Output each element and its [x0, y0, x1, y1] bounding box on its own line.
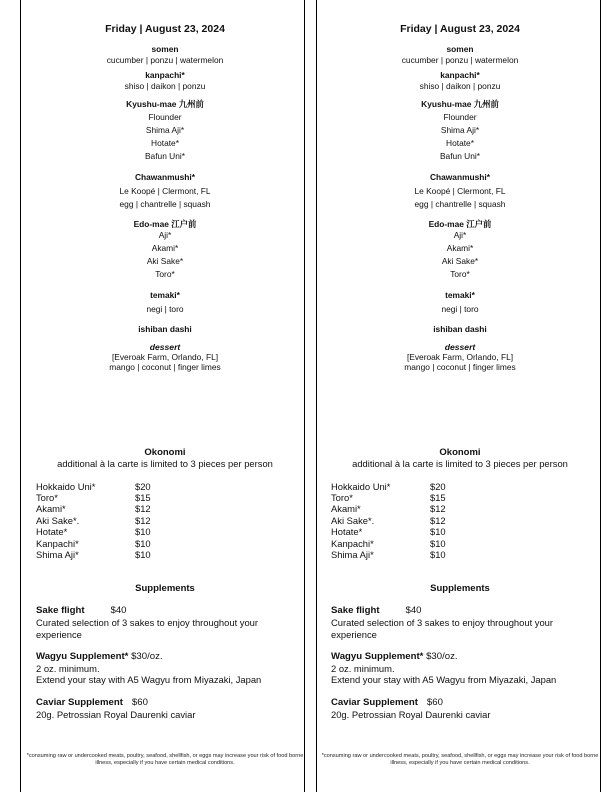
course-title: Chawanmushi*: [134, 172, 196, 182]
supplement-price: $40: [110, 605, 127, 616]
health-footnote: *consuming raw or undercooked meats, poultry, seafood, shellfish, or eggs may increase your risk of food borne illness, especially if you have certain medical conditions.: [26, 753, 304, 766]
supplements-title: Supplements: [135, 583, 195, 594]
course-detail: Le Koopé | Clermont, FL: [414, 186, 506, 196]
okonomi-item-name: Toro*: [36, 492, 58, 503]
supplement-heading: [331, 697, 443, 708]
course-title: dessert: [149, 342, 181, 352]
supplement-heading: [36, 651, 163, 662]
supplement-heading: [331, 651, 458, 662]
okonomi-item-price: $15: [135, 492, 151, 503]
okonomi-item-name: Hokkaido Uni*: [331, 481, 391, 492]
supplement-name: Caviar Supplement: [36, 697, 123, 708]
course-title: ishiban dashi: [433, 324, 487, 334]
okonomi-item-price: $20: [135, 481, 151, 492]
supplement-price: $30/oz.: [131, 651, 163, 662]
course-detail: negi | toro: [441, 304, 479, 314]
left-border-line: [20, 0, 21, 792]
okonomi-item-name: Shima Aji*: [331, 549, 374, 560]
supplement-description: 20g. Petrossian Royal Daurenki caviar: [36, 709, 196, 720]
course-title: temaki*: [150, 290, 180, 300]
okonomi-title: Okonomi: [439, 447, 481, 458]
course-detail: Le Koopé | Clermont, FL: [119, 186, 211, 196]
course-detail: shiso | daikon | ponzu: [419, 81, 501, 91]
course-item: Akami*: [446, 243, 474, 253]
menu-panel-right: [319, 0, 601, 792]
supplement-description: Curated selection of 3 sakes to enjoy throughout your experience: [331, 617, 554, 640]
menu-date: Friday | August 23, 2024: [400, 23, 520, 35]
course-title: kanpachi*: [440, 70, 480, 80]
menu-date: Friday | August 23, 2024: [105, 23, 225, 35]
course-item: Shima Aji*: [440, 125, 480, 135]
okonomi-title: Okonomi: [144, 447, 186, 458]
supplement-description: Extend your stay with A5 Wagyu from Miyazaki, Japan: [36, 674, 262, 685]
okonomi-item-price: $12: [430, 503, 446, 514]
course-title: kanpachi*: [145, 70, 185, 80]
supplement-price: $40: [405, 605, 422, 616]
supplement-name: Wagyu Supplement*: [331, 651, 424, 662]
course-item: Aki Sake*: [146, 256, 184, 266]
course-detail: mango | coconut | finger limes: [109, 362, 221, 372]
okonomi-item-price: $10: [135, 538, 151, 549]
center-divider-line-2: [316, 0, 317, 792]
okonomi-item-price: $12: [430, 515, 446, 526]
course-title: Edo-mae 江户前: [428, 219, 492, 229]
course-detail: egg | chantrelle | squash: [414, 199, 506, 209]
course-item: Aji*: [158, 230, 172, 240]
course-item: Toro*: [450, 269, 470, 279]
supplement-name: Caviar Supplement: [331, 697, 418, 708]
supplement-name: Sake flight: [36, 605, 85, 616]
course-item: Bafun Uni*: [144, 151, 186, 161]
okonomi-item-name: Aki Sake*.: [331, 515, 375, 526]
course-detail: shiso | daikon | ponzu: [124, 81, 206, 91]
supplement-description: Curated selection of 3 sakes to enjoy throughout your experience: [36, 617, 259, 640]
course-item: Aki Sake*: [441, 256, 479, 266]
okonomi-item-price: $12: [135, 515, 151, 526]
okonomi-item-name: Hotate*: [36, 526, 68, 537]
course-detail: [Everoak Farm, Orlando, FL]: [406, 352, 514, 362]
health-footnote: *consuming raw or undercooked meats, poultry, seafood, shellfish, or eggs may increase your risk of food borne illness, especially if you have certain medical conditions.: [321, 753, 599, 766]
course-item: Akami*: [151, 243, 179, 253]
supplement-description: Extend your stay with A5 Wagyu from Miyazaki, Japan: [331, 674, 557, 685]
supplement-description: 2 oz. minimum.: [331, 663, 395, 674]
course-item: Hotate*: [446, 138, 474, 148]
course-item: Hotate*: [151, 138, 179, 148]
okonomi-item-name: Aki Sake*.: [36, 515, 80, 526]
course-item: Flounder: [148, 112, 182, 122]
okonomi-item-name: Hokkaido Uni*: [36, 481, 96, 492]
okonomi-note: additional à la carte is limited to 3 pieces per person: [352, 458, 568, 469]
supplement-price: $60: [131, 697, 148, 708]
supplement-heading: [36, 605, 127, 616]
course-title: Chawanmushi*: [429, 172, 491, 182]
okonomi-item-name: Kanpachi*: [331, 538, 374, 549]
menu-panel-left: [24, 0, 306, 792]
supplement-name: Wagyu Supplement*: [36, 651, 129, 662]
course-detail: mango | coconut | finger limes: [404, 362, 516, 372]
course-detail: cucumber | ponzu | watermelon: [106, 55, 224, 65]
course-title: somen: [446, 44, 474, 54]
supplement-price: $30/oz.: [426, 651, 458, 662]
okonomi-item-price: $10: [430, 526, 446, 537]
course-title: Kyushu-mae 九州前: [126, 99, 204, 109]
course-detail: negi | toro: [146, 304, 184, 314]
supplement-price: $60: [426, 697, 443, 708]
course-title: ishiban dashi: [138, 324, 192, 334]
course-item: Toro*: [155, 269, 175, 279]
supplement-name: Sake flight: [331, 605, 380, 616]
okonomi-item-name: Toro*: [331, 492, 353, 503]
course-title: dessert: [444, 342, 476, 352]
okonomi-item-price: $10: [135, 549, 151, 560]
course-item: Shima Aji*: [145, 125, 185, 135]
course-item: Bafun Uni*: [439, 151, 481, 161]
okonomi-item-price: $10: [430, 549, 446, 560]
course-item: Flounder: [443, 112, 477, 122]
course-detail: egg | chantrelle | squash: [119, 199, 211, 209]
supplement-description: 20g. Petrossian Royal Daurenki caviar: [331, 709, 491, 720]
supplement-heading: [36, 697, 148, 708]
course-title: temaki*: [445, 290, 475, 300]
okonomi-item-name: Hotate*: [331, 526, 363, 537]
course-item: Aji*: [453, 230, 467, 240]
okonomi-item-name: Akami*: [331, 503, 361, 514]
okonomi-note: additional à la carte is limited to 3 pieces per person: [57, 458, 273, 469]
supplements-title: Supplements: [430, 583, 490, 594]
course-title: somen: [151, 44, 179, 54]
okonomi-item-price: $10: [135, 526, 151, 537]
okonomi-item-price: $10: [430, 538, 446, 549]
course-detail: cucumber | ponzu | watermelon: [401, 55, 519, 65]
okonomi-item-name: Shima Aji*: [36, 549, 79, 560]
okonomi-item-name: Akami*: [36, 503, 66, 514]
supplement-heading: [331, 605, 422, 616]
course-title: Kyushu-mae 九州前: [421, 99, 499, 109]
course-title: Edo-mae 江户前: [133, 219, 197, 229]
okonomi-item-name: Kanpachi*: [36, 538, 79, 549]
supplement-description: 2 oz. minimum.: [36, 663, 100, 674]
okonomi-item-price: $20: [430, 481, 446, 492]
okonomi-item-price: $12: [135, 503, 151, 514]
course-detail: [Everoak Farm, Orlando, FL]: [111, 352, 219, 362]
okonomi-item-price: $15: [430, 492, 446, 503]
